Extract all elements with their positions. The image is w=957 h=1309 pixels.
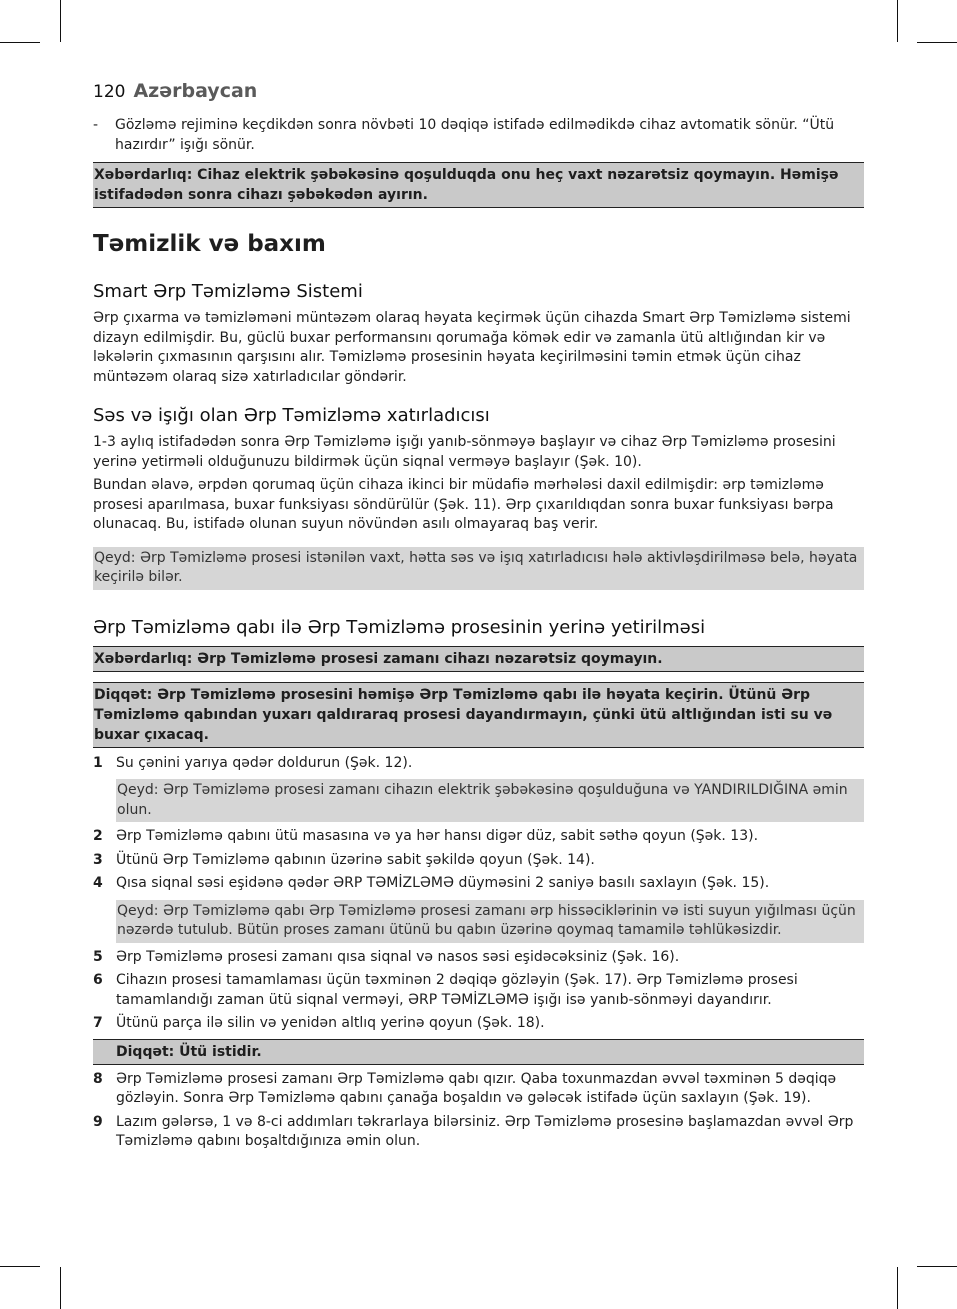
crop-mark (0, 1266, 40, 1267)
step-item (93, 971, 864, 1010)
list-item-text: Gözləmə rejiminə keçdikdən sonra növbəti 10 dəqiqə istifadə edilmədikdə cihaz avtomatik sönür. “Ütü hazırdır” işığı sönür. (115, 117, 835, 153)
step-item (93, 1113, 864, 1152)
page-language: Azərbaycan (133, 80, 258, 102)
step-number: 1 (93, 754, 103, 771)
list-item (93, 116, 864, 155)
crop-mark (917, 42, 957, 43)
warning-box: Xəbərdarlıq: Ərp Təmizləmə prosesi zamanı cihazı nəzarətsiz qoymayın. (93, 646, 864, 672)
step-number: 5 (93, 948, 103, 965)
paragraph: Bundan əlavə, ərpdən qorumaq üçün cihaza ikinci bir müdafiə mərhələsi daxil edilmişdir: ərp təmizləmə prosesi aparılmasa, buxar funksiyası söndürülür (Şək. 11). Ərp çıxarıldıqdan sonra buxar funksiyası bərpa olunacaq. Bu, istifadə olunan suyun növündən asılı olmayaraq baş verir. (93, 477, 834, 532)
step-item (93, 1070, 864, 1109)
note-box: Qeyd: Ərp Təmizləmə qabı Ərp Təmizləmə prosesi zamanı ərp hissəciklərinin və isti suyun yığılması üçün nəzərdə tutulub. Bütün proses zamanı ütünü bu qabın üzərinə qoymaq tamamilə təhlükəsizdir. (116, 900, 864, 943)
paragraph: 1-3 aylıq istifadədən sonra Ərp Təmizləmə işığı yanıb-sönməyə başlayır və cihaz Ərp Təmizləmə prosesini yerinə yetirməli olduğunuzu bildirmək üçün siqnal verməyə başlayır (Şək. 10). (93, 434, 836, 470)
step-text: Ütünü parça ilə silin və yenidən altlıq yerinə qoyun (Şək. 18). (116, 1015, 545, 1031)
page-content (93, 80, 864, 1152)
note-box: Qeyd: Ərp Təmizləmə prosesi istənilən vaxt, hətta səs və işıq xatırladıcısı hələ aktivləşdirilməsə belə, həyata keçirilə bilər. (93, 547, 864, 590)
step-item (93, 1014, 864, 1034)
page-number: 120 (93, 82, 126, 102)
step-item (93, 851, 864, 871)
caution-box: Diqqət: Ərp Təmizləmə prosesini həmişə Ərp Təmizləmə qabı ilə həyata keçirin. Ütünü Ərp Təmizləmə qabından yuxarı qaldıraraq prosesi dayandırmayın, çünki ütü altlığından isti su və buxar çıxacaq. (93, 682, 864, 748)
note-box: Qeyd: Ərp Təmizləmə prosesi zamanı cihazın elektrik şəbəkəsinə qoşulduğuna və YANDIRILDIĞINA əmin olun. (116, 779, 864, 822)
step-text: Ərp Təmizləmə prosesi zamanı Ərp Təmizləmə qabı qızır. Qaba toxunmazdan əvvəl təxminən 5 dəqiqə gözləyin. Sonra Ərp Təmizləmə qabını çanağa boşaldın və gələcək istifadə üçün saxlayın (Şək. 19). (116, 1070, 837, 1106)
crop-mark (60, 0, 61, 42)
step-number: 6 (93, 972, 103, 988)
step-number: 2 (93, 828, 103, 844)
list-marker: - (93, 117, 99, 133)
subsection-heading: Smart Ərp Təmizləmə Sistemi (93, 281, 363, 302)
step-text: Ütünü Ərp Təmizləmə qabının üzərinə sabit şəkildə qoyun (Şək. 14). (116, 851, 595, 868)
step-number: 9 (93, 1113, 103, 1130)
step-text: Su çənini yarıya qədər doldurun (Şək. 12). (116, 754, 413, 771)
step-text: Ərp Təmizləmə qabını ütü masasına və ya hər hansı digər düz, sabit səthə qoyun (Şək. 13). (116, 828, 759, 844)
crop-mark (897, 0, 898, 42)
step-number: 3 (93, 851, 103, 868)
crop-mark (0, 42, 40, 43)
step-text: Lazım gələrsə, 1 və 8-ci addımları təkrarlaya bilərsiniz. Ərp Təmizləmə prosesinə başlamazdan əvvəl Ərp Təmizləmə qabını boşaltdığınıza əmin olun. (116, 1113, 854, 1149)
step-text: Cihazın prosesi tamamlaması üçün təxminən 2 dəqiqə gözləyin (Şək. 17). Ərp Təmizləmə prosesi tamamlandığı zaman ütü siqnal verməyi, ƏRP TƏMİZLƏMƏ işığı isə yanıb-sönməyi dayandırır. (116, 972, 798, 1008)
step-text: Qısa siqnal səsi eşidənə qədər ƏRP TƏMİZLƏMƏ düyməsini 2 saniyə basılı saxlayın (Şək. 15). (116, 875, 770, 891)
subsection-heading: Ərp Təmizləmə qabı ilə Ərp Təmizləmə prosesinin yerinə yetirilməsi (93, 616, 706, 638)
step-item (93, 874, 864, 894)
step-number: 8 (93, 1070, 103, 1087)
step-item (93, 827, 864, 847)
crop-mark (60, 1267, 61, 1309)
crop-mark (917, 1266, 957, 1267)
step-text: Ərp Təmizləmə prosesi zamanı qısa siqnal və nasos səsi eşidəcəksiniz (Şək. 16). (116, 948, 680, 965)
warning-box: Xəbərdarlıq: Cihaz elektrik şəbəkəsinə qoşulduqda onu heç vaxt nəzarətsiz qoymayın. Həmişə istifadədən sonra cihazı şəbəkədən ayırın. (93, 162, 864, 208)
crop-mark (897, 1267, 898, 1309)
caution-box: Diqqət: Ütü istidir. (93, 1039, 864, 1065)
paragraph: Ərp çıxarma və təmizləməni müntəzəm olaraq həyata keçirmək üçün cihazda Smart Ərp Təmizləmə sistemi dizayn edilmişdir. Bu, güclü buxar performansını qorumağa kömək edir və zamanla ütü altlığından kir və ləkələrin çıxmasının qarşısını alır. Təmizləmə prosesinin həyata keçirilməsini təmin etmək üçün cihaz müntəzəm olaraq sizə xatırladıcılar göndərir. (93, 310, 851, 385)
step-item (93, 948, 864, 968)
subsection-heading: Səs və işığı olan Ərp Təmizləmə xatırladıcısı (93, 405, 490, 426)
step-number: 7 (93, 1015, 103, 1031)
step-number: 4 (93, 875, 103, 891)
step-item (93, 754, 864, 774)
section-title: Təmizlik və baxım (93, 231, 326, 257)
page-header (93, 80, 864, 102)
